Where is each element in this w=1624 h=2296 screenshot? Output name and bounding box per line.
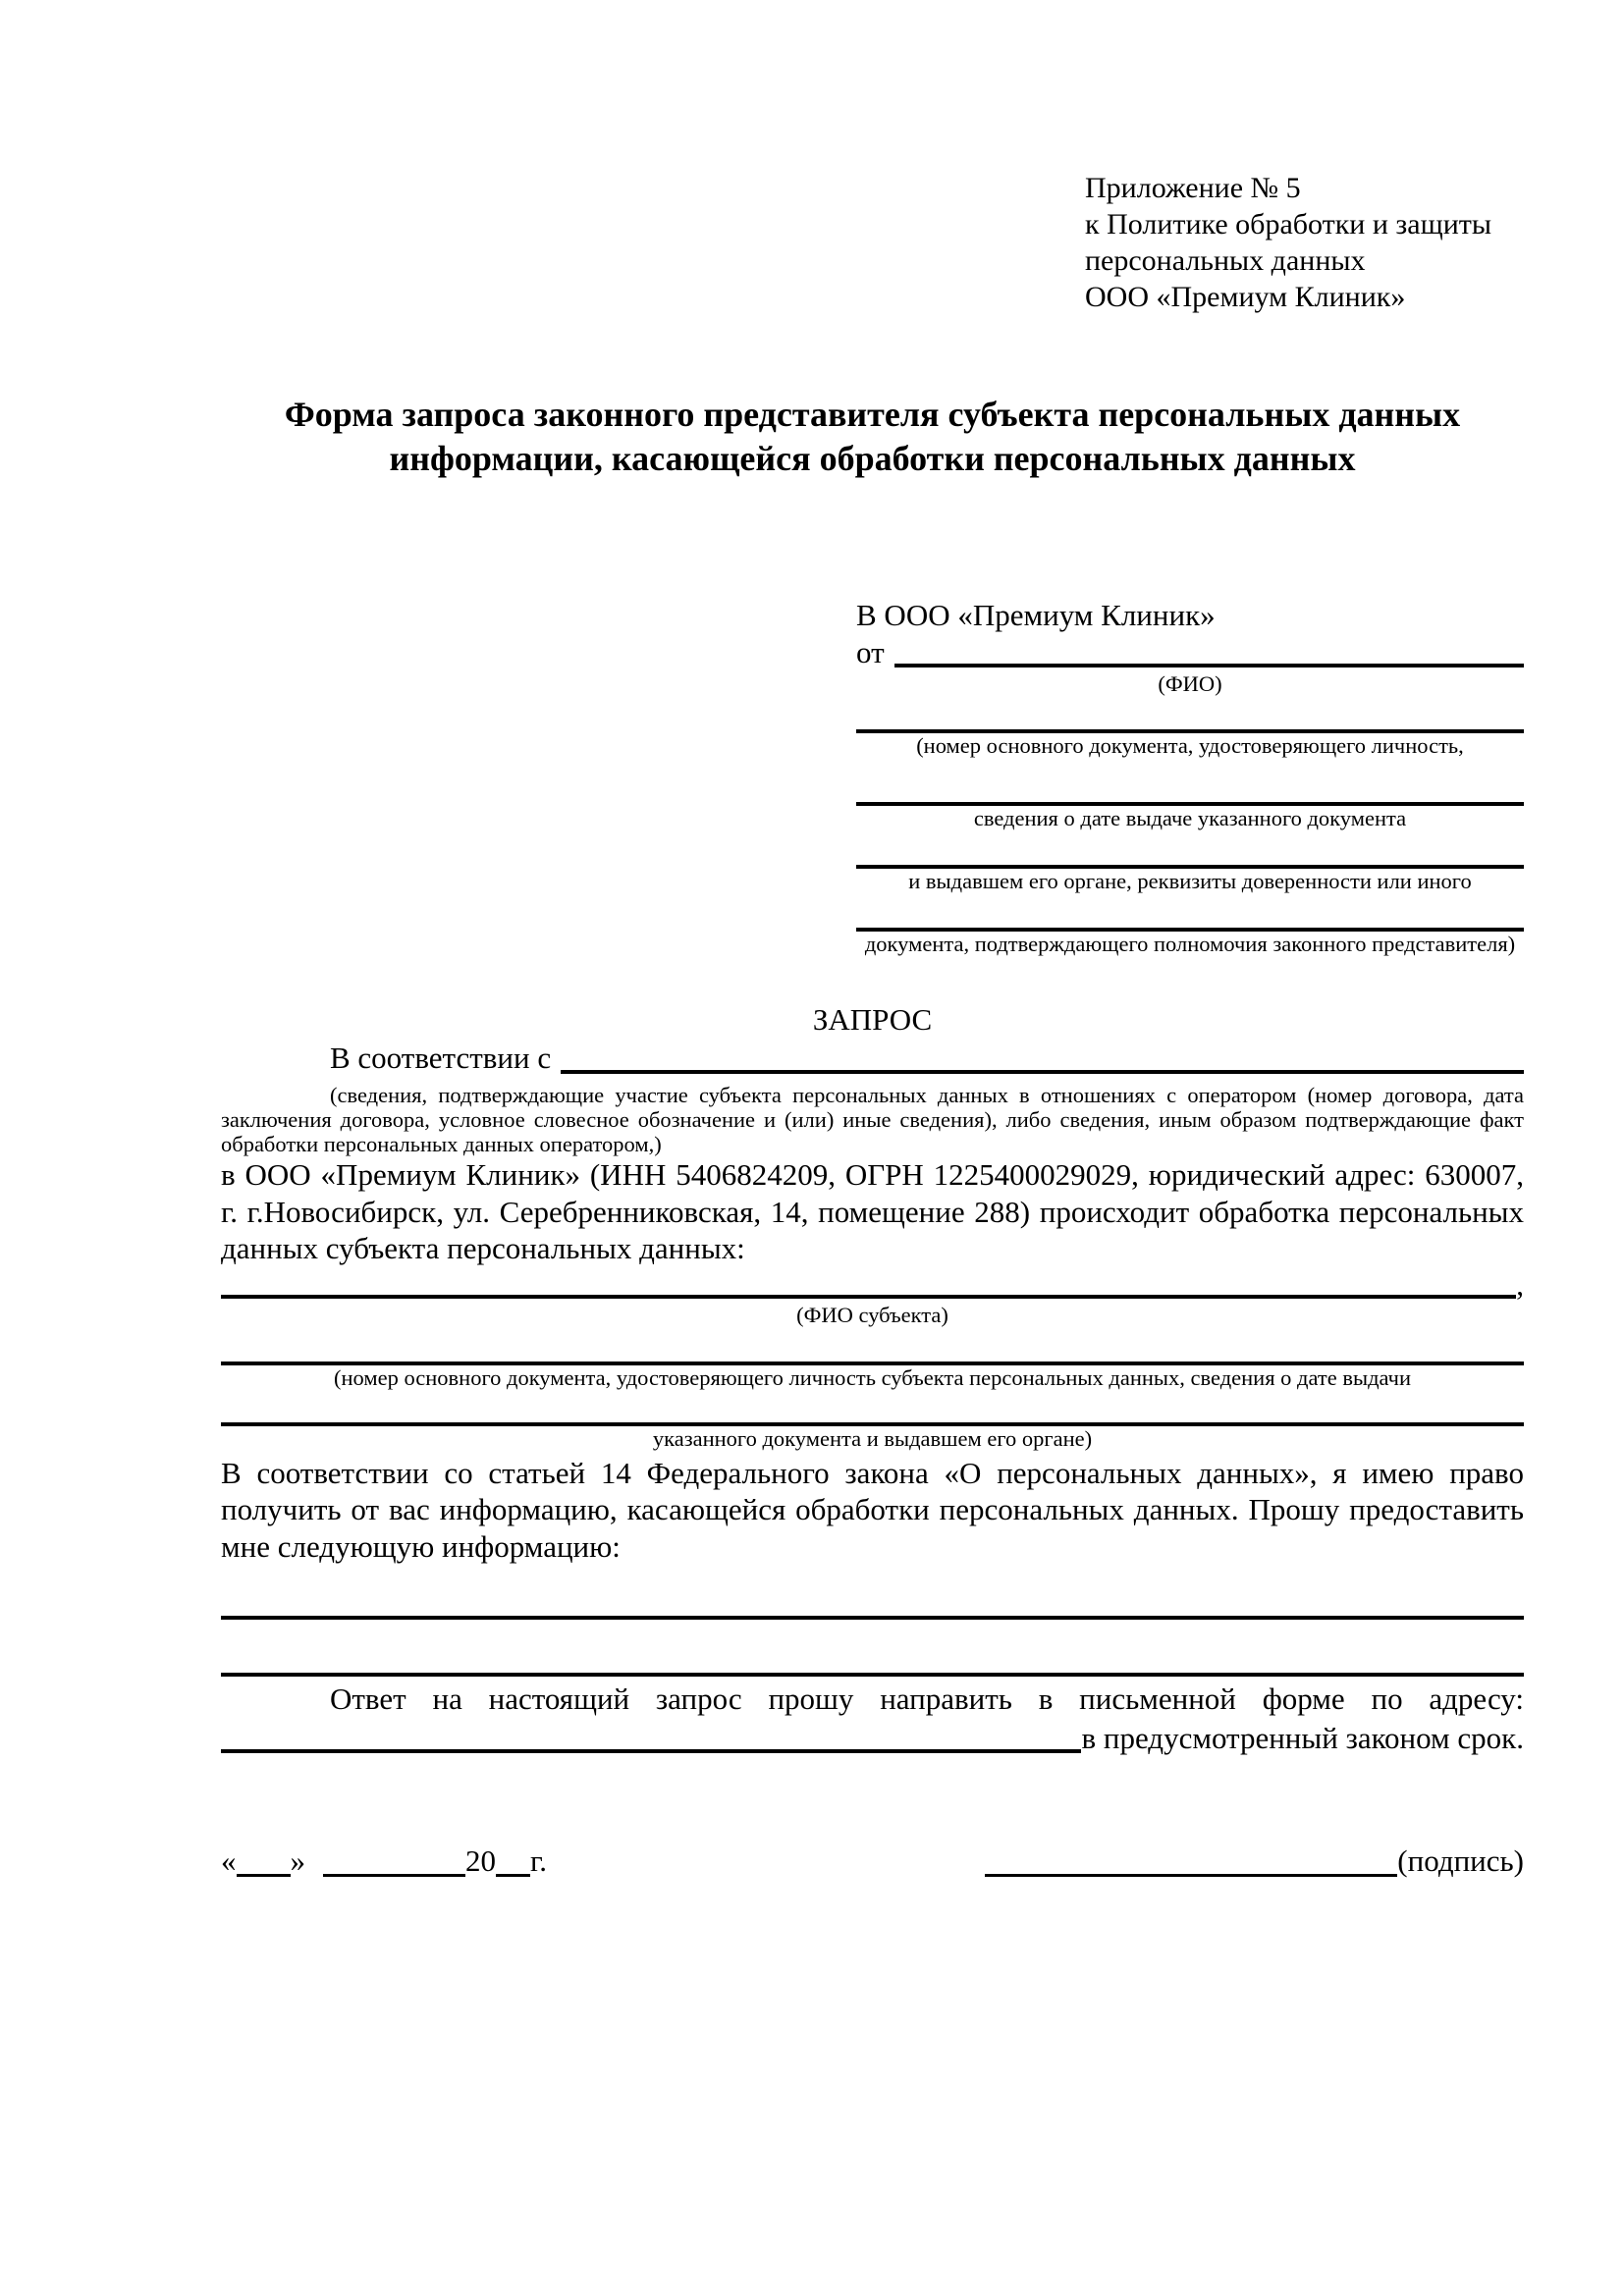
- appendix-header-line-2: к Политике обработки и защиты: [1085, 208, 1492, 240]
- from-label: от: [856, 635, 885, 669]
- requested-info-blank-line-1: [221, 1565, 1524, 1620]
- year-prefix: 20: [465, 1843, 496, 1878]
- representative-name-blank-line: [894, 634, 1524, 667]
- subject-document-authority-blank-line: [221, 1391, 1524, 1426]
- appendix-header-line-3: персональных данных: [1085, 244, 1366, 277]
- authority-document-blank-line: [856, 894, 1524, 932]
- appendix-header-line-1: Приложение № 5: [1085, 172, 1301, 204]
- basis-row: [221, 1039, 1524, 1078]
- addressee-from-row: [856, 634, 1524, 671]
- answer-address-row: [221, 1719, 1524, 1758]
- field-label-issuing-authority: и выдавшем его органе, реквизиты доверенности или иного: [908, 869, 1472, 893]
- subject-fio-row: [221, 1267, 1524, 1303]
- request-heading: ЗАПРОС: [812, 1002, 933, 1037]
- issuing-authority-blank-line: [856, 831, 1524, 869]
- subject-fio-comma: ,: [1516, 1266, 1524, 1302]
- month-blank-line: [323, 1868, 465, 1877]
- signature-label: (подпись): [1397, 1843, 1524, 1878]
- date-field: [221, 1842, 547, 1881]
- requested-info-blank-line-2: [221, 1620, 1524, 1677]
- subject-fio-blank-line: [221, 1267, 1516, 1299]
- document-number-blank-line: [856, 697, 1524, 733]
- field-label-document-number: (номер основного документа, удостоверяющего личность,: [916, 733, 1464, 758]
- document-title: Форма запроса законного представителя субъекта персональных данных информации, касающейся обработки персональных данных: [284, 395, 1461, 478]
- subject-document-blank-line: [221, 1328, 1524, 1365]
- year-blank-line: [496, 1868, 530, 1877]
- day-blank-line: [237, 1868, 291, 1877]
- address-blank-line: [221, 1719, 1081, 1753]
- law-paragraph: В соответствии со статьей 14 Федерального закона «О персональных данных», я имею право получить от вас информацию, касающейся обработки персональных данных. Прошу предоставить мне следующую информацию:: [221, 1455, 1524, 1564]
- field-label-fio: (ФИО): [1158, 671, 1222, 696]
- operator-paragraph: в ООО «Премиум Клиник» (ИНН 5406824209, ОГРН 1225400029029, юридический адрес: 630007, г. г.Новосибирск, ул. Серебренниковская, 14, помещение 288) происходит обработка персональных данных субъекта персональных данных:: [221, 1157, 1524, 1265]
- addressee-block: [856, 597, 1524, 957]
- field-label-authority-document: документа, подтверждающего полномочия законного представителя): [864, 932, 1516, 956]
- year-suffix: г.: [530, 1843, 547, 1878]
- basis-blank-line: [561, 1039, 1524, 1074]
- appendix-header-line-4: ООО «Премиум Клиник»: [1085, 281, 1406, 313]
- answer-suffix: в предусмотренный законом срок.: [1081, 1721, 1524, 1755]
- date-open-quote: «: [221, 1843, 237, 1878]
- signature-blank-line: [985, 1868, 1397, 1877]
- paragraph-indent: [221, 1039, 330, 1078]
- date-close-quote: »: [290, 1843, 305, 1878]
- issue-date-blank-line: [856, 759, 1524, 806]
- request-body: [221, 1001, 1524, 1881]
- appendix-header: [1085, 170, 1491, 315]
- field-label-subject-document: (номер основного документа, удостоверяющего личность субъекта персональных данных, сведения о дате выдачи: [334, 1364, 1411, 1390]
- field-label-issue-date: сведения о дате выдаче указанного документа: [973, 806, 1407, 830]
- field-label-subject-fio: (ФИО субъекта): [796, 1302, 948, 1327]
- signature-field: [985, 1842, 1524, 1881]
- answer-paragraph: Ответ на настоящий запрос прошу направить в письменной форме по адресу:: [330, 1682, 1524, 1716]
- basis-prefix: В соответствии с: [330, 1041, 552, 1075]
- addressee-organization: В ООО «Премиум Клиник»: [856, 598, 1216, 632]
- basis-footnote: (сведения, подтверждающие участие субъекта персональных данных в отношениях с оператором (номер договора, дата заключения договора, условное словесное обозначение и (или) иные сведения), либо сведения, иным образом подтверждающие факт обработки персональных данных оператором,): [221, 1083, 1524, 1156]
- field-label-subject-document-authority: указанного документа и выдавшем его органе): [652, 1425, 1093, 1451]
- signature-row: [221, 1842, 1524, 1881]
